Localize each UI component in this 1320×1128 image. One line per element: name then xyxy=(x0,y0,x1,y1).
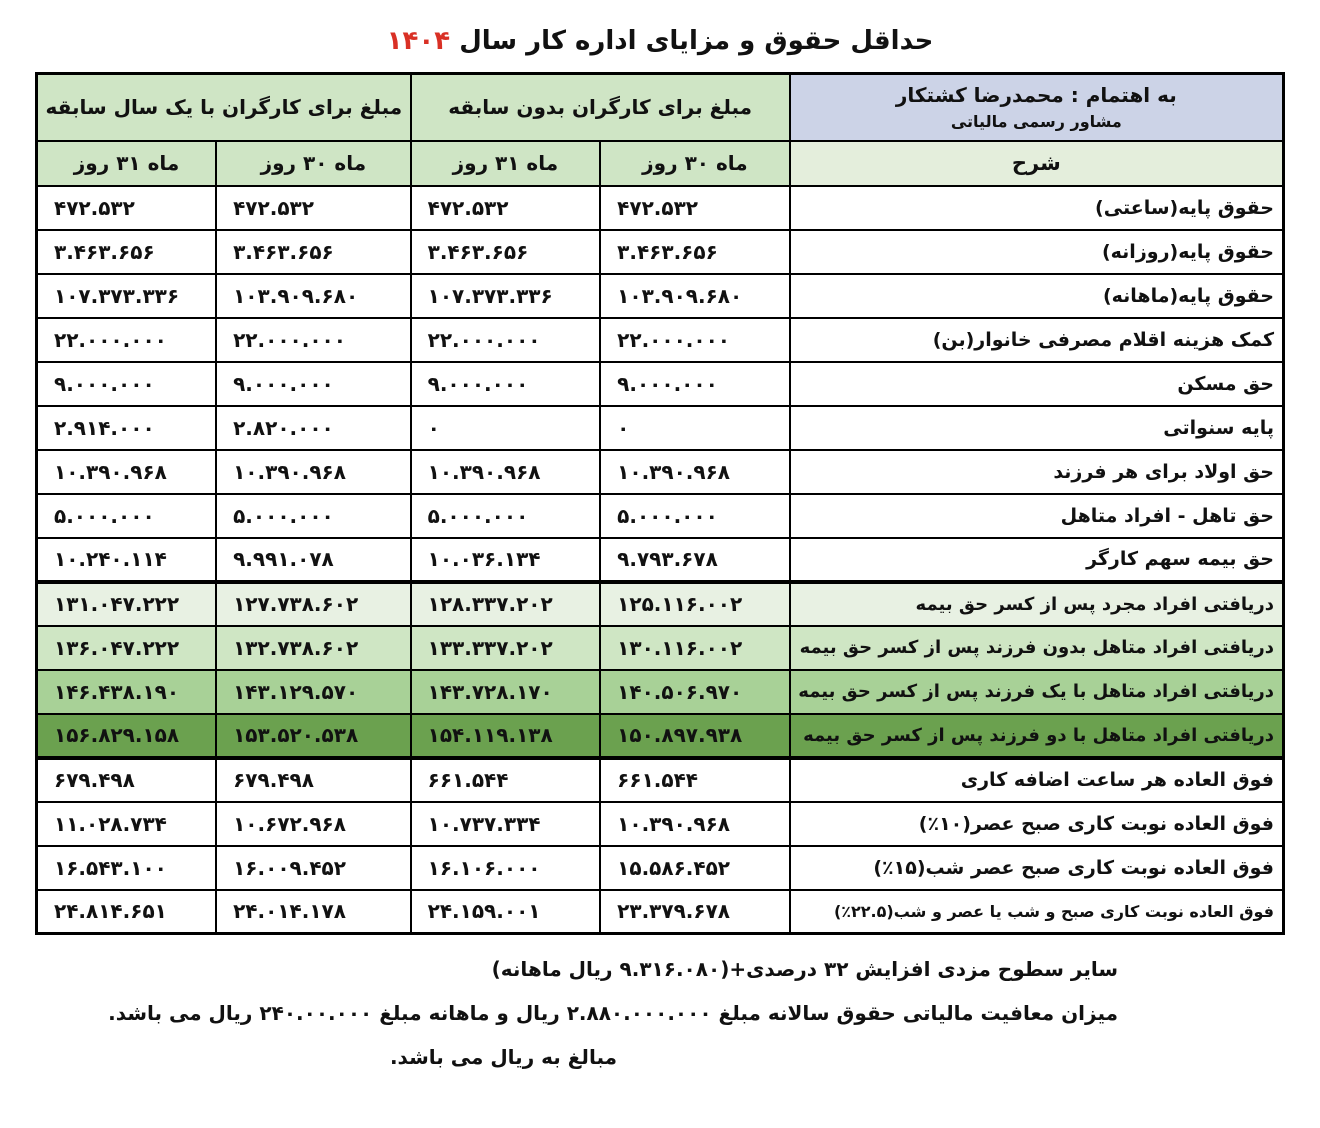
amount-oneyear-30day: ۴۷۲.۵۳۲ xyxy=(216,186,411,230)
group-header-one-year: مبلغ برای کارگران با یک سال سابقه xyxy=(37,74,411,141)
description-column-header: شرح xyxy=(790,141,1284,186)
amount-oneyear-30day: ۱۴۳.۱۲۹.۵۷۰ xyxy=(216,670,411,714)
row-description: حقوق پایه(روزانه) xyxy=(790,230,1284,274)
table-row xyxy=(37,230,1284,274)
amount-oneyear-30day: ۱۰.۶۷۲.۹۶۸ xyxy=(216,802,411,846)
table-row xyxy=(37,714,1284,758)
amount-noexp-30day: ۱۵۰.۸۹۷.۹۳۸ xyxy=(600,714,790,758)
amount-oneyear-30day: ۹.۰۰۰.۰۰۰ xyxy=(216,362,411,406)
footer-notes xyxy=(35,947,1285,1079)
footer-note-other-wage-levels: سایر سطوح مزدی افزایش ۳۲ درصدی+(۹.۳۱۶.۰۸۰ ریال ماهانه) xyxy=(491,957,1118,981)
group-header-no-experience: مبلغ برای کارگران بدون سابقه xyxy=(411,74,790,141)
table-row xyxy=(37,538,1284,582)
amount-noexp-31day: ۱۰.۰۳۶.۱۳۴ xyxy=(411,538,601,582)
attribution-name: به اهتمام : محمدرضا کشتکار xyxy=(895,83,1177,108)
wage-table xyxy=(35,72,1285,935)
amount-noexp-31day: ۱۴۳.۷۲۸.۱۷۰ xyxy=(411,670,601,714)
amount-oneyear-31day: ۱۱.۰۲۸.۷۳۴ xyxy=(37,802,217,846)
amount-noexp-30day: ۲۳.۳۷۹.۶۷۸ xyxy=(600,890,790,934)
amount-oneyear-31day: ۳.۴۶۳.۶۵۶ xyxy=(37,230,217,274)
row-description: حق مسکن xyxy=(790,362,1284,406)
amount-noexp-31day: ۱۲۸.۳۳۷.۲۰۲ xyxy=(411,582,601,626)
amount-noexp-30day: ۱۰.۳۹۰.۹۶۸ xyxy=(600,802,790,846)
row-description: دریافتی افراد مجرد پس از کسر حق بیمه xyxy=(790,582,1284,626)
footer-note-tax-exemption: میزان معافیت مالیاتی حقوق سالانه مبلغ ۲.۸۸۰.۰۰۰.۰۰۰ ریال و ماهانه مبلغ ۲۴۰.۰۰.۰۰۰ ریال می باشد. xyxy=(108,1001,1118,1025)
amount-noexp-30day: ۱۰۳.۹۰۹.۶۸۰ xyxy=(600,274,790,318)
amount-oneyear-31day: ۵.۰۰۰.۰۰۰ xyxy=(37,494,217,538)
amount-noexp-30day: ۲۲.۰۰۰.۰۰۰ xyxy=(600,318,790,362)
amount-noexp-30day: ۹.۷۹۳.۶۷۸ xyxy=(600,538,790,582)
title-text: حداقل حقوق و مزایای اداره کار سال xyxy=(459,26,934,56)
amount-oneyear-31day: ۴۷۲.۵۳۲ xyxy=(37,186,217,230)
amount-oneyear-31day: ۲.۹۱۴.۰۰۰ xyxy=(37,406,217,450)
amount-noexp-31day: ۴۷۲.۵۳۲ xyxy=(411,186,601,230)
table-row xyxy=(37,582,1284,626)
amount-noexp-30day: ۱۴۰.۵۰۶.۹۷۰ xyxy=(600,670,790,714)
amount-oneyear-31day: ۶۷۹.۴۹۸ xyxy=(37,758,217,802)
title-year: ۱۴۰۴ xyxy=(386,26,451,56)
amount-oneyear-31day: ۱۳۱.۰۴۷.۲۲۲ xyxy=(37,582,217,626)
amount-noexp-31day: ۹.۰۰۰.۰۰۰ xyxy=(411,362,601,406)
table-row xyxy=(37,670,1284,714)
table-row xyxy=(37,362,1284,406)
amount-noexp-31day: ۵.۰۰۰.۰۰۰ xyxy=(411,494,601,538)
noexp-month30-header: ماه ۳۰ روز xyxy=(600,141,790,186)
table-row xyxy=(37,890,1284,934)
amount-oneyear-31day: ۱۴۶.۴۳۸.۱۹۰ xyxy=(37,670,217,714)
amount-noexp-31day: ۱۵۴.۱۱۹.۱۳۸ xyxy=(411,714,601,758)
amount-noexp-31day: ۱۰.۳۹۰.۹۶۸ xyxy=(411,450,601,494)
row-description: حق تاهل - افراد متاهل xyxy=(790,494,1284,538)
row-description: دریافتی افراد متاهل با یک فرزند پس از کسر حق بیمه xyxy=(790,670,1284,714)
row-description: پایه سنواتی xyxy=(790,406,1284,450)
amount-noexp-30day: ۳.۴۶۳.۶۵۶ xyxy=(600,230,790,274)
amount-oneyear-30day: ۲۲.۰۰۰.۰۰۰ xyxy=(216,318,411,362)
row-description: کمک هزینه اقلام مصرفی خانوار(بن) xyxy=(790,318,1284,362)
amount-noexp-30day: ۴۷۲.۵۳۲ xyxy=(600,186,790,230)
oneyear-month31-header: ماه ۳۱ روز xyxy=(37,141,217,186)
amount-oneyear-30day: ۱۶.۰۰۹.۴۵۲ xyxy=(216,846,411,890)
row-description: فوق العاده نوبت کاری صبح عصر شب(۱۵٪) xyxy=(790,846,1284,890)
amount-oneyear-30day: ۱۵۳.۵۲۰.۵۳۸ xyxy=(216,714,411,758)
amount-oneyear-30day: ۲.۸۲۰.۰۰۰ xyxy=(216,406,411,450)
amount-oneyear-30day: ۵.۰۰۰.۰۰۰ xyxy=(216,494,411,538)
amount-noexp-30day: ۱۳۰.۱۱۶.۰۰۲ xyxy=(600,626,790,670)
row-description: فوق العاده هر ساعت اضافه کاری xyxy=(790,758,1284,802)
row-description: دریافتی افراد متاهل با دو فرزند پس از کسر حق بیمه xyxy=(790,714,1284,758)
table-row xyxy=(37,802,1284,846)
amount-noexp-31day: ۱۰۷.۳۷۳.۳۳۶ xyxy=(411,274,601,318)
subcolumn-header-row xyxy=(37,141,1284,186)
table-row xyxy=(37,406,1284,450)
noexp-month31-header: ماه ۳۱ روز xyxy=(411,141,601,186)
amount-oneyear-31day: ۲۴.۸۱۴.۶۵۱ xyxy=(37,890,217,934)
row-description: فوق العاده نوبت کاری صبح و شب یا عصر و شب(۲۲.۵٪) xyxy=(790,890,1284,934)
amount-noexp-31day: ۰ xyxy=(411,406,601,450)
attribution-role: مشاور رسمی مالیاتی xyxy=(950,112,1122,132)
table-row xyxy=(37,494,1284,538)
amount-oneyear-31day: ۱۵۶.۸۲۹.۱۵۸ xyxy=(37,714,217,758)
oneyear-month30-header: ماه ۳۰ روز xyxy=(216,141,411,186)
amount-oneyear-30day: ۱۰۳.۹۰۹.۶۸۰ xyxy=(216,274,411,318)
footer-note-currency: مبالغ به ریال می باشد. xyxy=(389,1045,617,1069)
amount-oneyear-30day: ۱۳۲.۷۳۸.۶۰۲ xyxy=(216,626,411,670)
amount-oneyear-30day: ۱۲۷.۷۳۸.۶۰۲ xyxy=(216,582,411,626)
table-row xyxy=(37,626,1284,670)
row-description: فوق العاده نوبت کاری صبح عصر(۱۰٪) xyxy=(790,802,1284,846)
amount-oneyear-30day: ۲۴.۰۱۴.۱۷۸ xyxy=(216,890,411,934)
amount-noexp-30day: ۱۵.۵۸۶.۴۵۲ xyxy=(600,846,790,890)
amount-noexp-31day: ۲۲.۰۰۰.۰۰۰ xyxy=(411,318,601,362)
row-description: حق اولاد برای هر فرزند xyxy=(790,450,1284,494)
amount-noexp-31day: ۶۶۱.۵۴۴ xyxy=(411,758,601,802)
amount-oneyear-31day: ۱۳۶.۰۴۷.۲۲۲ xyxy=(37,626,217,670)
amount-oneyear-31day: ۱۰.۲۴۰.۱۱۴ xyxy=(37,538,217,582)
amount-oneyear-31day: ۹.۰۰۰.۰۰۰ xyxy=(37,362,217,406)
attribution-cell xyxy=(790,74,1284,141)
amount-oneyear-31day: ۲۲.۰۰۰.۰۰۰ xyxy=(37,318,217,362)
amount-noexp-30day: ۹.۰۰۰.۰۰۰ xyxy=(600,362,790,406)
amount-noexp-30day: ۰ xyxy=(600,406,790,450)
amount-oneyear-30day: ۳.۴۶۳.۶۵۶ xyxy=(216,230,411,274)
amount-noexp-30day: ۱۲۵.۱۱۶.۰۰۲ xyxy=(600,582,790,626)
amount-oneyear-31day: ۱۰.۳۹۰.۹۶۸ xyxy=(37,450,217,494)
row-description: حق بیمه سهم کارگر xyxy=(790,538,1284,582)
amount-noexp-31day: ۳.۴۶۳.۶۵۶ xyxy=(411,230,601,274)
amount-oneyear-31day: ۱۶.۵۴۳.۱۰۰ xyxy=(37,846,217,890)
amount-noexp-30day: ۱۰.۳۹۰.۹۶۸ xyxy=(600,450,790,494)
row-description: حقوق پایه(ساعتی) xyxy=(790,186,1284,230)
page-title xyxy=(35,0,1285,72)
amount-oneyear-30day: ۹.۹۹۱.۰۷۸ xyxy=(216,538,411,582)
table-row xyxy=(37,318,1284,362)
table-row xyxy=(37,186,1284,230)
amount-noexp-30day: ۵.۰۰۰.۰۰۰ xyxy=(600,494,790,538)
row-description: حقوق پایه(ماهانه) xyxy=(790,274,1284,318)
amount-noexp-31day: ۱۰.۷۳۷.۳۳۴ xyxy=(411,802,601,846)
table-row xyxy=(37,758,1284,802)
table-row xyxy=(37,450,1284,494)
amount-noexp-30day: ۶۶۱.۵۴۴ xyxy=(600,758,790,802)
amount-noexp-31day: ۱۳۳.۳۳۷.۲۰۲ xyxy=(411,626,601,670)
row-description: دریافتی افراد متاهل بدون فرزند پس از کسر حق بیمه xyxy=(790,626,1284,670)
amount-oneyear-30day: ۱۰.۳۹۰.۹۶۸ xyxy=(216,450,411,494)
amount-oneyear-31day: ۱۰۷.۳۷۳.۳۳۶ xyxy=(37,274,217,318)
table-body xyxy=(37,186,1284,934)
table-row xyxy=(37,846,1284,890)
amount-noexp-31day: ۲۴.۱۵۹.۰۰۱ xyxy=(411,890,601,934)
amount-noexp-31day: ۱۶.۱۰۶.۰۰۰ xyxy=(411,846,601,890)
group-header-row xyxy=(37,74,1284,141)
table-row xyxy=(37,274,1284,318)
table-header xyxy=(37,74,1284,186)
amount-oneyear-30day: ۶۷۹.۴۹۸ xyxy=(216,758,411,802)
